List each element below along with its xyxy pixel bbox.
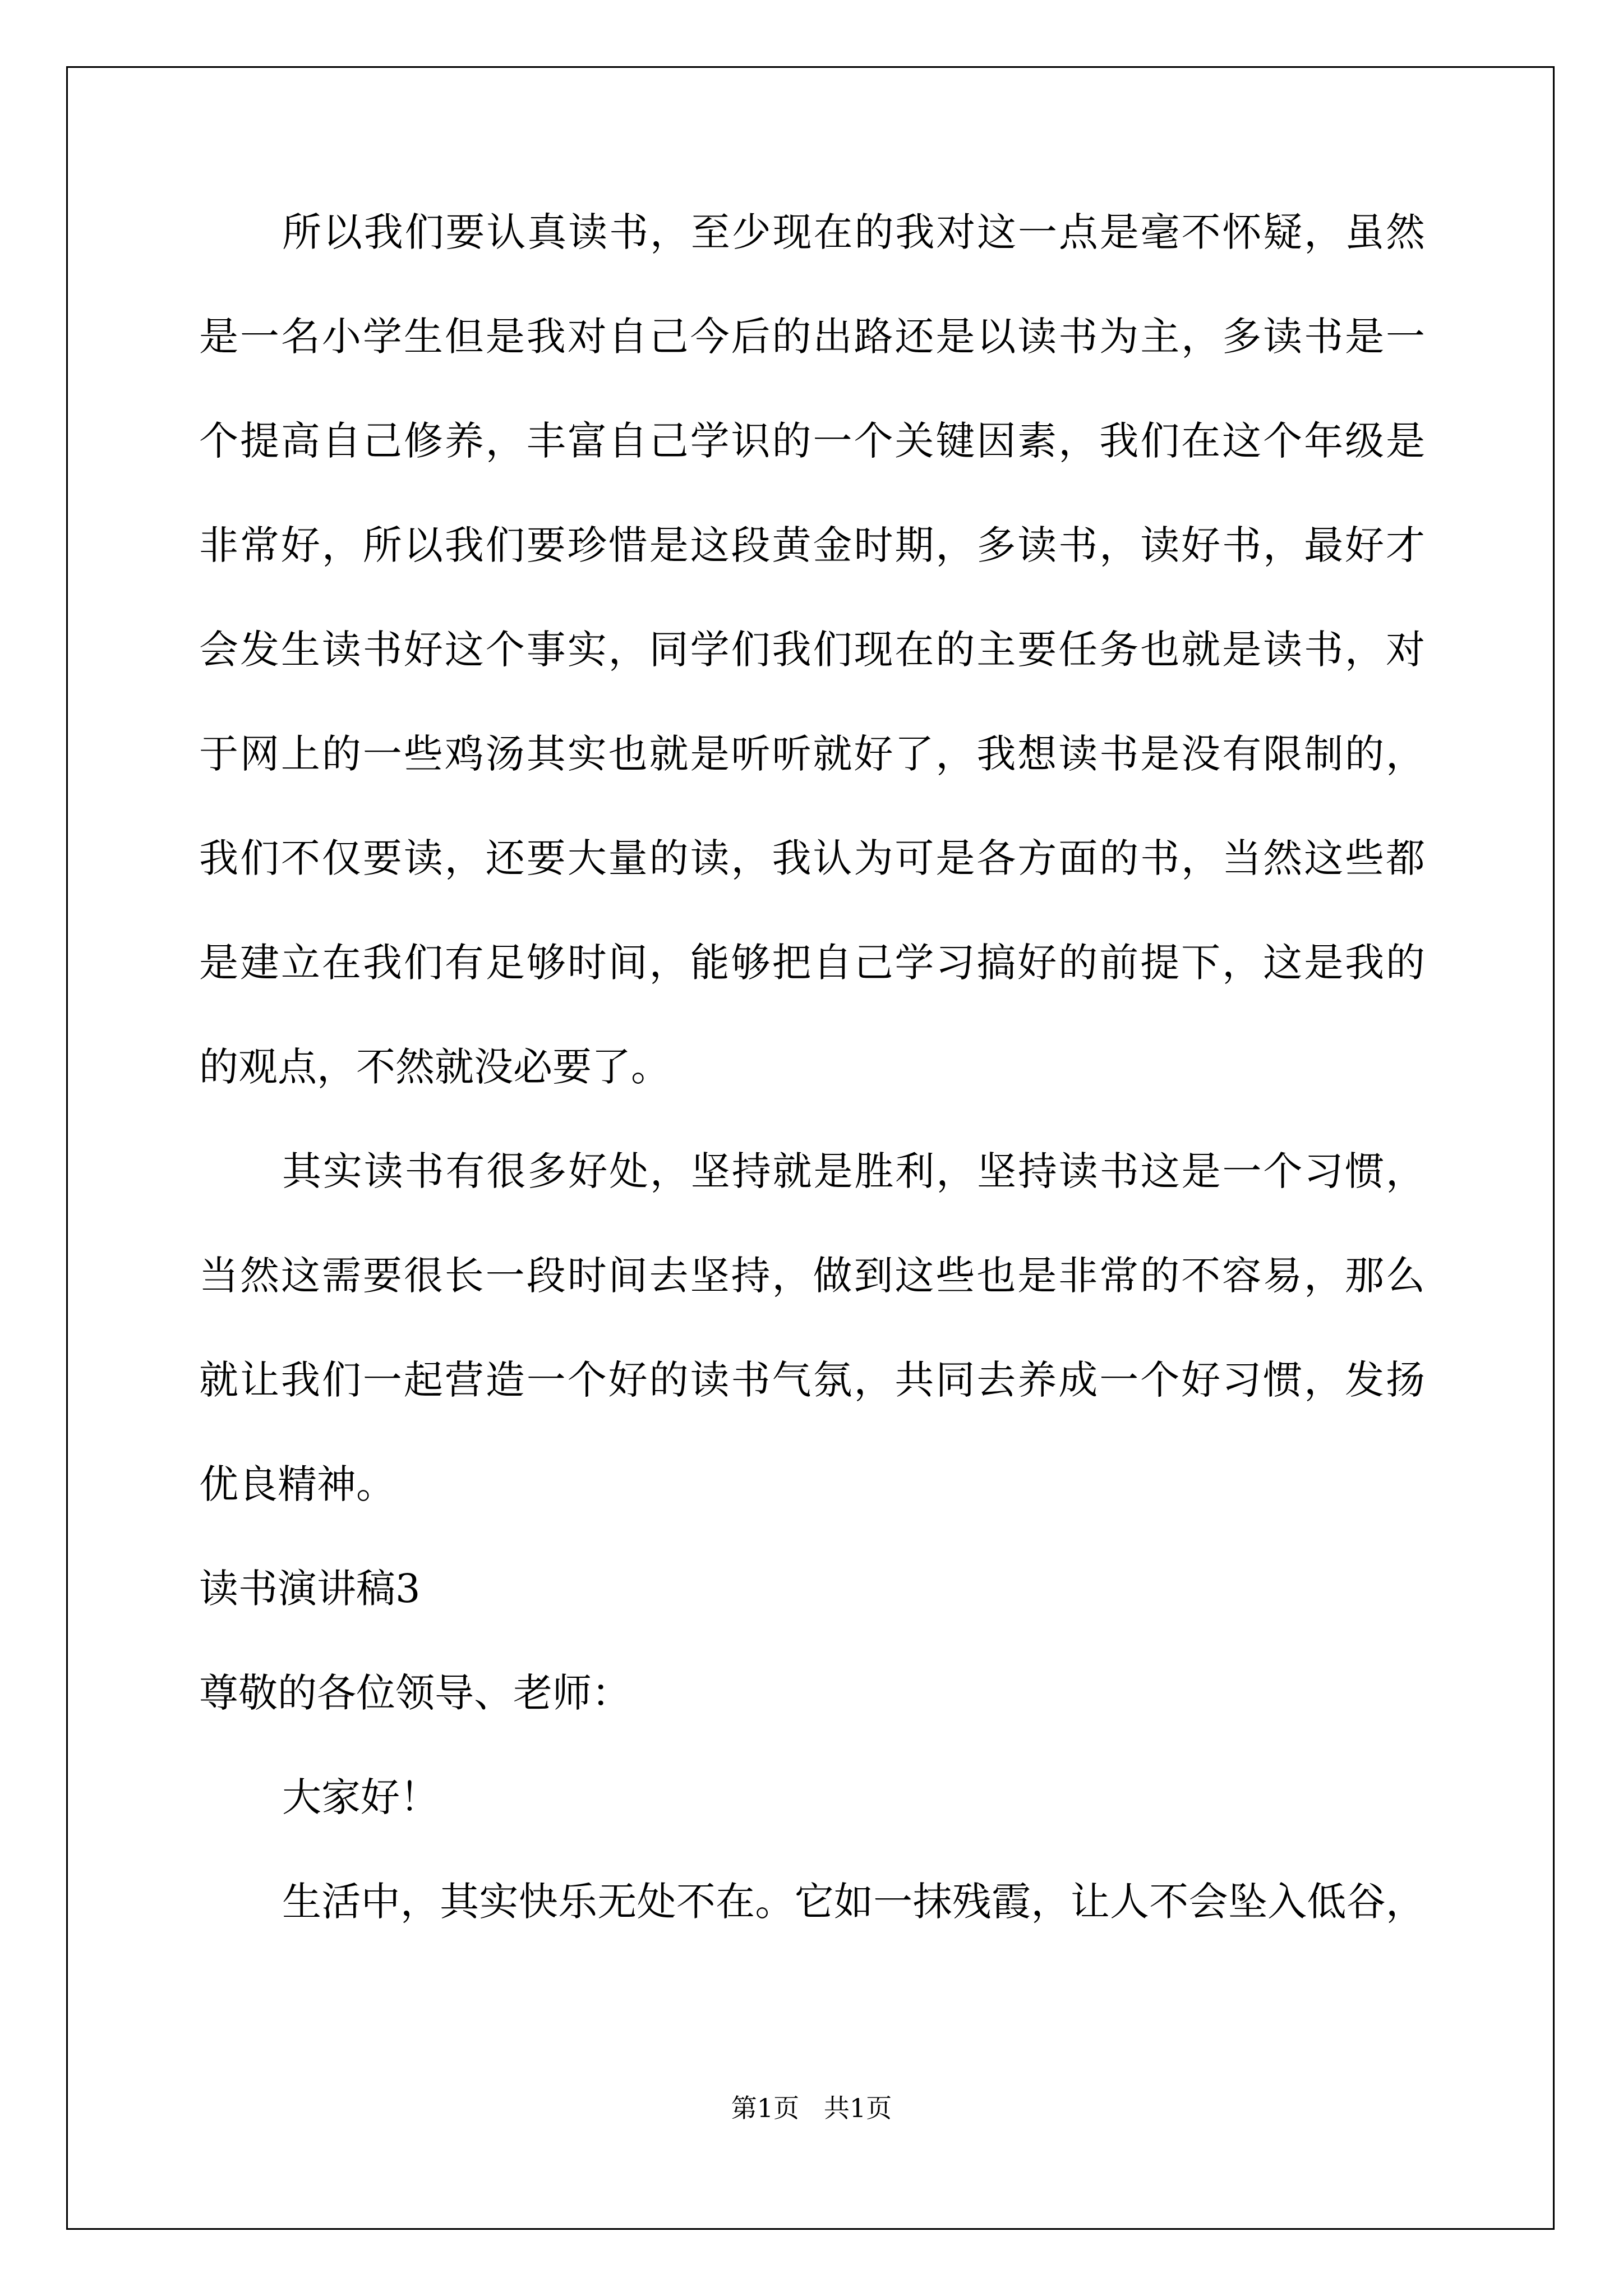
paragraph-line: 是建立在我们有足够时间，能够把自己学习搞好的前提下，这是我的 [199, 940, 1425, 986]
paragraph-line: 所以我们要认真读书，至少现在的我对这一点是毫不怀疑，虽然 [282, 209, 1425, 255]
paragraph-line: 我们不仅要读，还要大量的读，我认为可是各方面的书，当然这些都 [199, 835, 1425, 881]
paragraph-line: 当然这需要很长一段时间去坚持，做到这些也是非常的不容易，那么 [199, 1253, 1425, 1299]
greeting: 大家好！ [282, 1774, 439, 1820]
paragraph-line: 就让我们一起营造一个好的读书气氛，共同去养成一个好习惯，发扬 [199, 1357, 1425, 1403]
paragraph-line: 其实读书有很多好处，坚持就是胜利，坚持读书这是一个习惯， [282, 1148, 1425, 1194]
page-number-footer: 第1页 共1页 [731, 2093, 892, 2123]
paragraph-line: 于网上的一些鸡汤其实也就是听听就好了，我想读书是没有限制的， [199, 731, 1425, 777]
paragraph-line: 生活中，其实快乐无处不在。它如一抹残霞，让人不会坠入低谷， [282, 1879, 1425, 1925]
salutation: 尊敬的各位领导、老师： [199, 1670, 631, 1716]
paragraph-line: 个提高自己修养，丰富自己学识的一个关键因素，我们在这个年级是 [199, 418, 1425, 464]
paragraph-line: 会发生读书好这个事实，同学们我们现在的主要任务也就是读书，对 [199, 627, 1425, 673]
paragraph-line: 非常好，所以我们要珍惜是这段黄金时期，多读书，读好书，最好才 [199, 522, 1425, 568]
paragraph-line: 是一名小学生但是我对自己今后的出路还是以读书为主，多读书是一 [199, 314, 1425, 360]
paragraph-line: 的观点，不然就没必要了。 [199, 1044, 670, 1090]
section-heading: 读书演讲稿3 [199, 1566, 421, 1612]
paragraph-line: 优良精神。 [199, 1461, 395, 1507]
